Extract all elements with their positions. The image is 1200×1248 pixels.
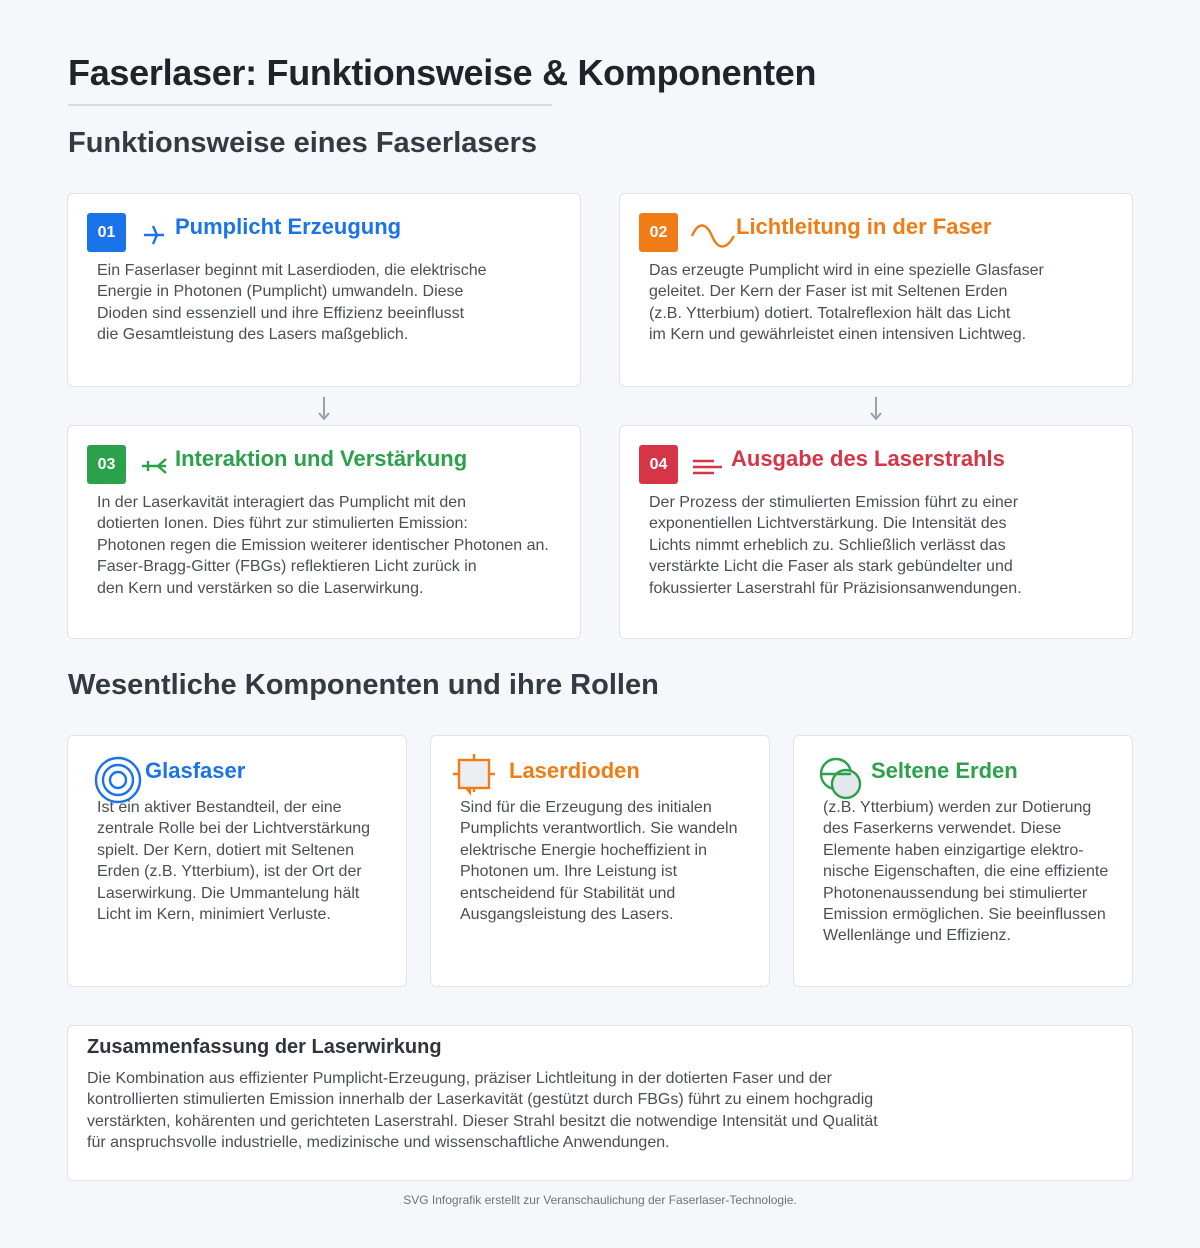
- component-description: (z.B. Ytterbium) werden zur Dotierung des Faserkerns verwendet. Diese Elemente haben einzigartige elektro- nische Eigenschaften, die eine effiziente Photonenaussendung bei stimulierter Emission ermöglichen. Sie beeinflussen Wellenlänge und Effizienz.: [823, 799, 1109, 945]
- process-section-heading: Funktionsweise eines Faserlasers: [68, 127, 538, 159]
- step-card-3: [67, 425, 581, 639]
- beam-output-icon: [690, 446, 726, 482]
- arrow-down-icon: [869, 395, 883, 423]
- step-number-badge: 04: [639, 445, 678, 484]
- interaction-icon: [138, 446, 174, 482]
- step-title: Lichtleitung in der Faser: [736, 214, 992, 239]
- component-card-glasfaser: [67, 735, 407, 987]
- step-card-2: [619, 193, 1133, 387]
- step-number-badge: 01: [87, 213, 126, 252]
- pump-light-icon: [136, 214, 172, 250]
- step-title: Interaktion und Verstärkung: [175, 446, 468, 471]
- step-description: Ein Faserlaser beginnt mit Laserdioden, die elektrische Energie in Photonen (Pumplicht) umwandeln. Diese Dioden sind essenziell und ihre Effizienz beeinflusst die Gesamtleistung des Lasers maßgeblich.: [97, 262, 487, 344]
- step-title: Pumplicht Erzeugung: [175, 214, 402, 239]
- component-title: Laserdioden: [509, 758, 640, 783]
- page-title: Faserlaser: Funktionsweise & Komponenten: [68, 52, 817, 93]
- component-description: Ist ein aktiver Bestandteil, der eine zentrale Rolle bei der Lichtverstärkung spielt. Der Kern, dotiert mit Seltenen Erden (z.B. Ytterbium), ist der Ort der Laserwirkung. Die Ummantelung hält Licht im Kern, minimiert Verluste.: [97, 799, 371, 924]
- summary-card: [67, 1025, 1133, 1181]
- component-title: Glasfaser: [145, 758, 246, 783]
- title-divider: [68, 104, 552, 106]
- step-card-4: [619, 425, 1133, 639]
- step-description: In der Laserkavität interagiert das Pumplicht mit den dotierten Ionen. Dies führt zur stimulierten Emission: Photonen regen die Emission weiterer identischer Photonen an. Faser-Bragg-Gitter (FBGs) reflektieren Licht zurück in den Kern und verstärken so die Laserwirkung.: [97, 494, 549, 597]
- component-card-laserdioden: [430, 735, 770, 987]
- summary-text: Die Kombination aus effizienter Pumplicht-Erzeugung, präziser Lichtleitung in der dotierten Faser und der kontrollierten stimulierten Emission innerhalb der Laserkavität (gestützt durch FBGs) führt zu einem hochgradig verstärkten, kohärenten und gerichteten Laserstrahl. Dieser Strahl besitzt die notwendige Intensität und Qualität für anspruchsvolle industrielle, medizinische und wissenschaftliche Anwendungen.: [87, 1070, 878, 1152]
- step-number-badge: 02: [639, 213, 678, 252]
- step-title: Ausgabe des Laserstrahls: [731, 446, 1005, 471]
- component-description: Sind für die Erzeugung des initialen Pumplichts verantwortlich. Sie wandeln elektrische Energie hocheffizient in Photonen um. Ihre Leistung ist entscheidend für Stabilität und Ausgangsleistung des Lasers.: [460, 799, 738, 924]
- step-number-badge: 03: [87, 445, 126, 484]
- component-title: Seltene Erden: [871, 758, 1018, 783]
- step-card-1: [67, 193, 581, 387]
- step-description: Der Prozess der stimulierten Emission führt zu einer exponentiellen Lichtverstärkung. Die Intensität des Lichts nimmt erheblich zu. Schließlich verlässt das verstärkte Licht die Faser als stark gebündelter und fokussierter Laserstrahl für Präzisionsanwendungen.: [649, 494, 1022, 597]
- components-section-heading: Wesentliche Komponenten und ihre Rollen: [68, 669, 659, 701]
- wave-icon: [690, 214, 736, 250]
- footer-note: SVG Infografik erstellt zur Veranschaulichung der Faserlaser-Technologie.: [403, 1193, 797, 1207]
- component-card-seltene-erden: [793, 735, 1133, 987]
- arrow-down-icon: [317, 395, 331, 423]
- summary-title: Zusammenfassung der Laserwirkung: [87, 1036, 442, 1058]
- step-description: Das erzeugte Pumplicht wird in eine spezielle Glasfaser geleitet. Der Kern der Faser ist mit Seltenen Erden (z.B. Ytterbium) dotiert. Totalreflexion hält das Licht im Kern und gewährleistet einen intensiven Lichtweg.: [649, 262, 1044, 344]
- laser-diode-icon: [451, 752, 497, 798]
